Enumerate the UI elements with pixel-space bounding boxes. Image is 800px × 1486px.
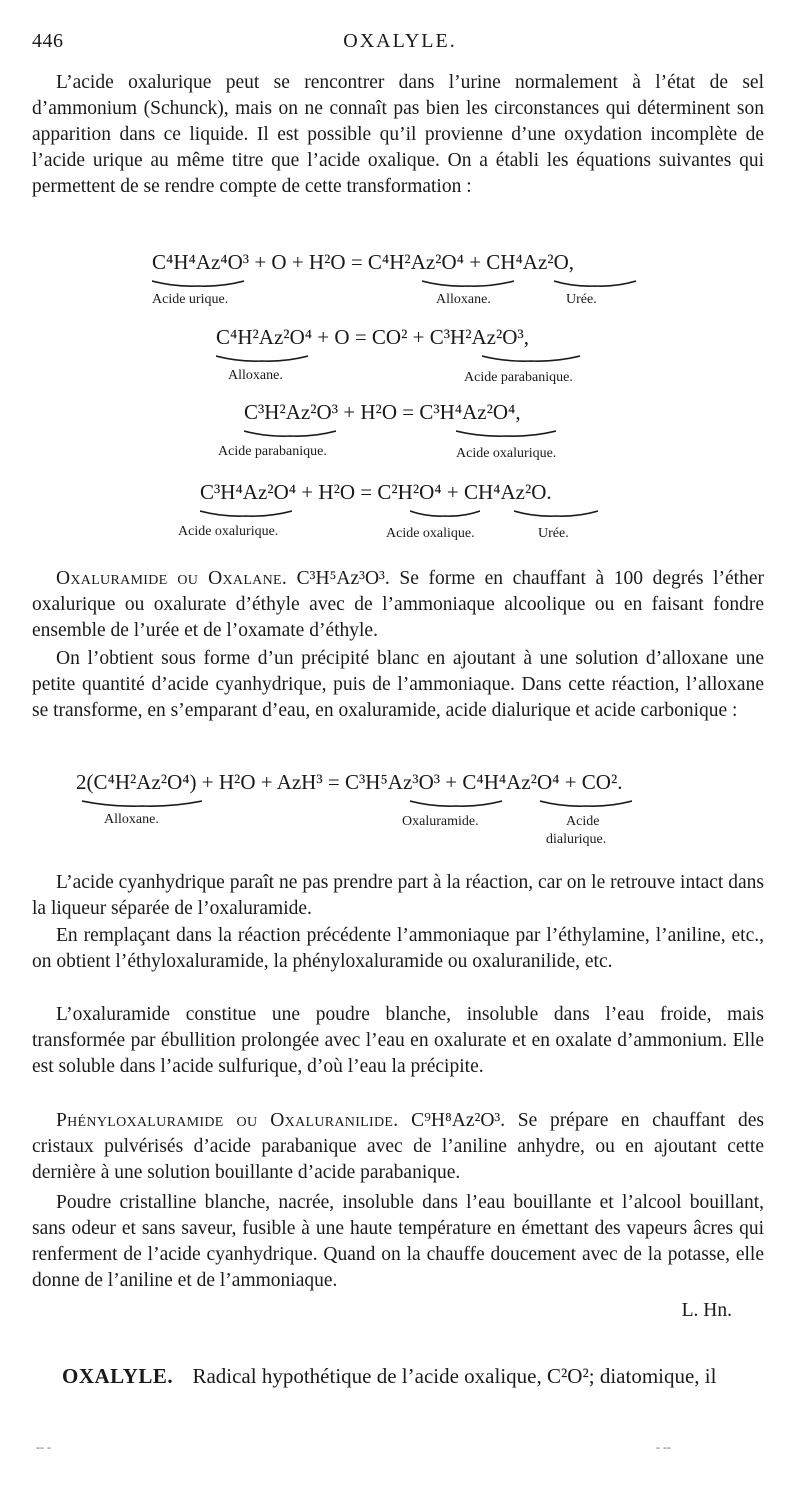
term-phenyloxaluramide: Phényloxaluramide ou Oxaluranilide. <box>56 1110 399 1131</box>
brace-uree <box>554 280 636 287</box>
label-acide-parabanique: Acide parabanique. <box>464 370 573 385</box>
label-uree-2: Urée. <box>538 526 569 541</box>
brace-acide-parabanique <box>482 355 580 362</box>
page-header <box>32 30 768 60</box>
equation-1: C⁴H⁴Az⁴O³ + O + H²O = C⁴H²Az²O⁴ + CH⁴Az²O, <box>152 250 574 274</box>
equation-4: C³H⁴Az²O⁴ + H²O = C²H²O⁴ + CH⁴Az²O. <box>200 480 552 504</box>
label-uree: Urée. <box>566 292 597 307</box>
brace-acide-oxalurique-2 <box>200 510 292 517</box>
label-oxaluramide: Oxaluramide. <box>402 814 479 829</box>
paragraph-poudre: Poudre cristalline blanche, nacrée, insoluble dans l’eau bouillante et l’alcool bouillant, sans odeur et sans saveur, fusible à une haute température en émettant des vapeurs âcres qui renferment de l’acide cyanhydrique. Quand on la chauffe doucement avec de la potasse, elle donne de l’aniline et de l’ammoniaque. <box>32 1192 764 1291</box>
brace-oxaluramide <box>410 800 502 807</box>
running-title: OXALYLE. <box>343 30 457 52</box>
author-signature: L. Hn. <box>681 1300 732 1321</box>
brace-alloxane-2 <box>216 355 308 362</box>
label-alloxane-2: Alloxane. <box>228 368 283 383</box>
paragraph-properties: L’oxaluramide constitue une poudre blanche, insoluble dans l’eau froide, mais transformée par ébullition prolongée avec l’eau en oxalurate et en oxalate d’ammonium. Elle est soluble dans l’acide sulfurique, d’où l’eau la précipite. <box>32 1004 764 1077</box>
label-acide: Acide <box>566 814 600 829</box>
brace-acide-urique <box>152 280 244 287</box>
term-oxaluramide: Oxaluramide ou Oxalane. <box>56 568 288 589</box>
label-alloxane: Alloxane. <box>436 292 491 307</box>
page-number: 446 <box>32 30 64 52</box>
margin-mark-left: -- - <box>36 1440 51 1454</box>
brace-alloxane-3 <box>82 800 202 807</box>
label-dialurique: dialurique. <box>546 832 607 847</box>
margin-mark-right: - -- <box>656 1440 671 1454</box>
label-acide-oxalique: Acide oxalique. <box>386 526 475 541</box>
brace-acide-oxalurique <box>456 430 556 437</box>
brace-acide-oxalique <box>410 510 480 517</box>
brace-alloxane <box>422 280 514 287</box>
brace-acide-dialurique <box>540 800 632 807</box>
paragraph-phenyloxaluramide <box>32 1108 764 1186</box>
brace-uree-2 <box>514 510 598 517</box>
brace-acide-parabanique-2 <box>244 430 336 437</box>
label-acide-oxalurique: Acide oxalurique. <box>456 446 557 461</box>
paragraph-intro: L’acide oxalurique peut se rencontrer dans l’urine normalement à l’état de sel d’ammonium (Schunck), mais on ne connaît pas bien les circonstances qui déterminent son apparition dans ce liquide. Il est possible qu’il provienne d’une oxydation incomplète de l’acide urique au même titre que l’acide oxalique. On a établi les équations suivantes qui permettent de se rendre compte de cette transformation : <box>32 72 764 197</box>
section-oxalyle <box>62 1364 716 1389</box>
text-oxaluramide: C³H⁵Az³O³. Se forme en chauffant à 100 degrés l’éther oxalurique ou oxalurate d’éthyle avec de l’ammoniaque alcoolique ou en faisant fondre ensemble de l’urée et de l’oxamate d’éthyle. <box>32 568 764 641</box>
paragraph-cyanhydrique: L’acide cyanhydrique paraît ne pas prendre part à la réaction, car on le retrouve intact dans la liqueur séparée de l’oxaluramide. <box>32 872 764 919</box>
equation-3: C³H²Az²O³ + H²O = C³H⁴Az²O⁴, <box>244 400 521 424</box>
text-phenyloxaluramide: C⁹H⁸Az²O³. Se prépare en chauffant des cristaux pulvérisés d’acide parabanique avec de l’aniline anhydre, ou en ajoutant cette dernière à une solution bouillante d’acide parabanique. <box>32 1110 764 1183</box>
paragraph-oxaluramide <box>32 566 764 644</box>
label-alloxane-3: Alloxane. <box>104 812 159 827</box>
equation-2: C⁴H²Az²O⁴ + O = CO² + C³H²Az²O³, <box>216 325 529 349</box>
label-acide-urique: Acide urique. <box>152 292 229 307</box>
section-heading: OXALYLE. <box>62 1364 174 1388</box>
equation-5: 2(C⁴H²Az²O⁴) + H²O + AzH³ = C³H⁵Az³O³ + C⁴H⁴Az²O⁴ + CO². <box>76 770 623 794</box>
label-acide-parabanique-2: Acide parabanique. <box>218 444 327 459</box>
section-text: Radical hypothétique de l’acide oxalique, C²O²; diatomique, il <box>192 1364 717 1388</box>
paragraph-ethylamine: En remplaçant dans la réaction précédente l’ammoniaque par l’éthylamine, l’aniline, etc., on obtient l’éthyloxaluramide, la phényloxaluramide ou oxaluranilide, etc. <box>32 925 764 972</box>
label-acide-oxalurique-2: Acide oxalurique. <box>178 524 279 539</box>
paragraph-preparation: On l’obtient sous forme d’un précipité blanc en ajoutant à une solution d’alloxane une petite quantité d’acide cyanhydrique, puis de l’ammoniaque. Dans cette réaction, l’alloxane se transforme, en s’emparant d’eau, en oxaluramide, acide dialurique et acide carbonique : <box>32 648 764 721</box>
